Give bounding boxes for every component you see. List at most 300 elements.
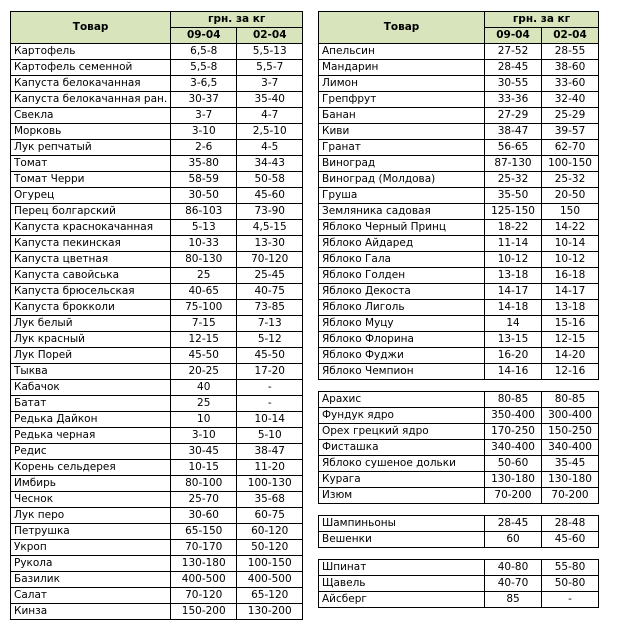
price-date1-cell: 14-16 bbox=[485, 364, 542, 380]
table-row bbox=[11, 108, 303, 124]
table-row bbox=[11, 124, 303, 140]
product-name-cell: Кабачок bbox=[11, 380, 171, 396]
table-row bbox=[319, 140, 599, 156]
table-row bbox=[11, 428, 303, 444]
product-name-cell: Грепфрут bbox=[319, 92, 485, 108]
product-name-cell: Яблоко Голден bbox=[319, 268, 485, 284]
table-row bbox=[11, 268, 303, 284]
table-row bbox=[11, 76, 303, 92]
table-row bbox=[11, 156, 303, 172]
price-date2-cell: 5-10 bbox=[237, 428, 303, 444]
price-date1-cell: 25 bbox=[171, 268, 237, 284]
price-date2-cell: 150 bbox=[542, 204, 599, 220]
table-row bbox=[319, 220, 599, 236]
price-date2-cell: 35-68 bbox=[237, 492, 303, 508]
product-name-cell: Капуста брюсельская bbox=[11, 284, 171, 300]
table-row bbox=[11, 204, 303, 220]
price-date2-cell: 12-16 bbox=[542, 364, 599, 380]
price-date2-cell: 28-55 bbox=[542, 44, 599, 60]
price-date1-cell: 12-15 bbox=[171, 332, 237, 348]
table-row bbox=[319, 76, 599, 92]
vegetables-table-body bbox=[11, 44, 303, 620]
table-row bbox=[11, 60, 303, 76]
product-name-cell: Картофель семенной bbox=[11, 60, 171, 76]
price-date1-cell: 38-47 bbox=[485, 124, 542, 140]
price-date1-cell: 65-150 bbox=[171, 524, 237, 540]
price-date1-cell: 60 bbox=[485, 532, 542, 548]
table-row bbox=[319, 592, 599, 608]
price-date2-cell: 62-70 bbox=[542, 140, 599, 156]
spacer-cell bbox=[485, 380, 542, 392]
price-date1-cell: 35-80 bbox=[171, 156, 237, 172]
table-row bbox=[11, 364, 303, 380]
product-name-cell: Базилик bbox=[11, 572, 171, 588]
table-row bbox=[319, 348, 599, 364]
table-row bbox=[11, 460, 303, 476]
product-name-cell: Кинза bbox=[11, 604, 171, 620]
table-row bbox=[319, 44, 599, 60]
price-date1-cell: 80-130 bbox=[171, 252, 237, 268]
price-date2-cell: 25-32 bbox=[542, 172, 599, 188]
price-date1-cell: 28-45 bbox=[485, 516, 542, 532]
price-date1-cell: 340-400 bbox=[485, 440, 542, 456]
spacer-cell bbox=[542, 548, 599, 560]
product-name-cell: Виноград (Молдова) bbox=[319, 172, 485, 188]
table-row bbox=[11, 540, 303, 556]
table-row bbox=[11, 140, 303, 156]
price-date1-cell: 13-18 bbox=[485, 268, 542, 284]
price-date1-cell: 20-25 bbox=[171, 364, 237, 380]
price-date2-cell: 60-75 bbox=[237, 508, 303, 524]
product-name-cell: Редис bbox=[11, 444, 171, 460]
price-date2-cell: 4-5 bbox=[237, 140, 303, 156]
price-date1-cell: 3-10 bbox=[171, 428, 237, 444]
table-row bbox=[11, 380, 303, 396]
price-date2-cell: 40-75 bbox=[237, 284, 303, 300]
price-date2-cell: 10-14 bbox=[237, 412, 303, 428]
product-name-cell: Апельсин bbox=[319, 44, 485, 60]
price-date2-cell: 55-80 bbox=[542, 560, 599, 576]
product-name-cell: Орех грецкий ядро bbox=[319, 424, 485, 440]
price-date2-cell: 65-120 bbox=[237, 588, 303, 604]
price-date1-cell: 16-20 bbox=[485, 348, 542, 364]
price-date2-cell: 5,5-7 bbox=[237, 60, 303, 76]
unit-header: грн. за кг bbox=[171, 12, 303, 28]
spacer-row bbox=[319, 380, 599, 392]
table-row bbox=[319, 532, 599, 548]
price-date1-cell: 30-37 bbox=[171, 92, 237, 108]
price-date1-cell: 130-180 bbox=[171, 556, 237, 572]
price-date1-cell: 87-130 bbox=[485, 156, 542, 172]
price-date2-cell: 20-50 bbox=[542, 188, 599, 204]
price-date1-cell: 10-15 bbox=[171, 460, 237, 476]
price-date1-cell: 25-70 bbox=[171, 492, 237, 508]
price-date2-cell: 14-20 bbox=[542, 348, 599, 364]
price-date1-cell: 70-120 bbox=[171, 588, 237, 604]
price-date2-cell: 14-17 bbox=[542, 284, 599, 300]
table-row bbox=[11, 252, 303, 268]
table-row bbox=[319, 560, 599, 576]
spacer-row bbox=[319, 548, 599, 560]
product-name-cell: Гранат bbox=[319, 140, 485, 156]
table-row bbox=[11, 588, 303, 604]
product-name-cell: Морковь bbox=[11, 124, 171, 140]
price-date2-cell: 50-120 bbox=[237, 540, 303, 556]
price-date2-cell: 33-60 bbox=[542, 76, 599, 92]
table-row bbox=[11, 236, 303, 252]
price-date1-cell: 58-59 bbox=[171, 172, 237, 188]
product-column-header: Товар bbox=[11, 12, 171, 44]
price-date1-cell: 30-55 bbox=[485, 76, 542, 92]
product-column-header: Товар bbox=[319, 12, 485, 44]
product-name-cell: Лук красный bbox=[11, 332, 171, 348]
price-date1-cell: 70-200 bbox=[485, 488, 542, 504]
product-name-cell: Редька Дайкон bbox=[11, 412, 171, 428]
table-row bbox=[11, 492, 303, 508]
product-name-cell: Яблоко Черный Принц bbox=[319, 220, 485, 236]
table-row bbox=[11, 172, 303, 188]
price-date2-cell: 25-29 bbox=[542, 108, 599, 124]
product-name-cell: Яблоко Муцу bbox=[319, 316, 485, 332]
spacer-cell bbox=[319, 504, 485, 516]
product-name-cell: Лимон bbox=[319, 76, 485, 92]
price-date1-cell: 33-36 bbox=[485, 92, 542, 108]
price-date1-cell: 14-18 bbox=[485, 300, 542, 316]
price-date1-cell: 125-150 bbox=[485, 204, 542, 220]
table-row bbox=[319, 488, 599, 504]
table-row bbox=[319, 332, 599, 348]
product-name-cell: Картофель bbox=[11, 44, 171, 60]
price-date2-cell: 70-200 bbox=[542, 488, 599, 504]
product-name-cell: Укроп bbox=[11, 540, 171, 556]
product-name-cell: Яблоко Флорина bbox=[319, 332, 485, 348]
price-date2-cell: 50-58 bbox=[237, 172, 303, 188]
price-date1-cell: 170-250 bbox=[485, 424, 542, 440]
product-name-cell: Яблоко Фуджи bbox=[319, 348, 485, 364]
price-date2-cell: 35-40 bbox=[237, 92, 303, 108]
table-row bbox=[11, 332, 303, 348]
table-row bbox=[319, 516, 599, 532]
product-name-cell: Яблоко Лиголь bbox=[319, 300, 485, 316]
price-date1-cell: 150-200 bbox=[171, 604, 237, 620]
table-row bbox=[319, 108, 599, 124]
price-date1-cell: 5,5-8 bbox=[171, 60, 237, 76]
price-date1-cell: 40-80 bbox=[485, 560, 542, 576]
unit-header: грн. за кг bbox=[485, 12, 599, 28]
table-row bbox=[319, 156, 599, 172]
price-date1-cell: 130-180 bbox=[485, 472, 542, 488]
price-date1-cell: 7-15 bbox=[171, 316, 237, 332]
price-date1-cell: 3-7 bbox=[171, 108, 237, 124]
price-date1-cell: 86-103 bbox=[171, 204, 237, 220]
price-date2-cell: 5,5-13 bbox=[237, 44, 303, 60]
product-name-cell: Салат bbox=[11, 588, 171, 604]
vegetables-price-table bbox=[10, 11, 303, 620]
price-date2-cell: 13-30 bbox=[237, 236, 303, 252]
table-row bbox=[11, 572, 303, 588]
price-date2-cell: 25-45 bbox=[237, 268, 303, 284]
price-date2-cell: 10-14 bbox=[542, 236, 599, 252]
product-name-cell: Яблоко Айдаред bbox=[319, 236, 485, 252]
table-row bbox=[319, 392, 599, 408]
table-row bbox=[11, 412, 303, 428]
product-name-cell: Огурец bbox=[11, 188, 171, 204]
table-row bbox=[11, 220, 303, 236]
product-name-cell: Яблоко Гала bbox=[319, 252, 485, 268]
table-row bbox=[319, 284, 599, 300]
product-name-cell: Яблоко Декоста bbox=[319, 284, 485, 300]
table-row bbox=[11, 604, 303, 620]
table-row bbox=[11, 316, 303, 332]
product-name-cell: Вешенки bbox=[319, 532, 485, 548]
product-name-cell: Арахис bbox=[319, 392, 485, 408]
price-date2-cell: 300-400 bbox=[542, 408, 599, 424]
product-name-cell: Имбирь bbox=[11, 476, 171, 492]
spacer-cell bbox=[542, 380, 599, 392]
price-date1-cell: 56-65 bbox=[485, 140, 542, 156]
price-date2-cell: 45-60 bbox=[237, 188, 303, 204]
table-row bbox=[319, 316, 599, 332]
price-date2-cell: - bbox=[237, 380, 303, 396]
spacer-cell bbox=[542, 504, 599, 516]
product-name-cell: Рукола bbox=[11, 556, 171, 572]
price-date1-cell: 14 bbox=[485, 316, 542, 332]
table-row bbox=[11, 92, 303, 108]
table-row bbox=[319, 252, 599, 268]
price-date1-cell: 2-6 bbox=[171, 140, 237, 156]
price-date1-cell: 45-50 bbox=[171, 348, 237, 364]
price-date2-cell: 4,5-15 bbox=[237, 220, 303, 236]
product-name-cell: Свекла bbox=[11, 108, 171, 124]
spacer-cell bbox=[485, 504, 542, 516]
table-row bbox=[11, 508, 303, 524]
price-date2-cell: 7-13 bbox=[237, 316, 303, 332]
price-date2-cell: 3-7 bbox=[237, 76, 303, 92]
price-date2-cell: 80-85 bbox=[542, 392, 599, 408]
spacer-cell bbox=[319, 380, 485, 392]
price-date2-cell: 14-22 bbox=[542, 220, 599, 236]
product-name-cell: Лук перо bbox=[11, 508, 171, 524]
table-row bbox=[319, 364, 599, 380]
table-row bbox=[11, 348, 303, 364]
product-name-cell: Яблоко сушеное дольки bbox=[319, 456, 485, 472]
price-date2-cell: 15-16 bbox=[542, 316, 599, 332]
price-date1-cell: 10 bbox=[171, 412, 237, 428]
price-date1-cell: 28-45 bbox=[485, 60, 542, 76]
product-name-cell: Капуста белокачанная bbox=[11, 76, 171, 92]
price-date1-cell: 18-22 bbox=[485, 220, 542, 236]
price-date1-cell: 27-29 bbox=[485, 108, 542, 124]
table-row bbox=[319, 424, 599, 440]
price-date2-cell: 60-120 bbox=[237, 524, 303, 540]
product-name-cell: Курага bbox=[319, 472, 485, 488]
product-name-cell: Шпинат bbox=[319, 560, 485, 576]
table-row bbox=[319, 124, 599, 140]
price-date2-cell: 34-43 bbox=[237, 156, 303, 172]
table-row bbox=[319, 472, 599, 488]
table-row bbox=[11, 444, 303, 460]
table-row bbox=[11, 556, 303, 572]
table-row bbox=[319, 440, 599, 456]
product-name-cell: Фундук ядро bbox=[319, 408, 485, 424]
product-name-cell: Томат Черри bbox=[11, 172, 171, 188]
price-date2-cell: 10-12 bbox=[542, 252, 599, 268]
price-date1-cell: 5-13 bbox=[171, 220, 237, 236]
price-date1-cell: 30-45 bbox=[171, 444, 237, 460]
table-row bbox=[319, 576, 599, 592]
price-date1-cell: 75-100 bbox=[171, 300, 237, 316]
price-date2-cell: 38-47 bbox=[237, 444, 303, 460]
product-name-cell: Лук репчатый bbox=[11, 140, 171, 156]
product-name-cell: Яблоко Чемпион bbox=[319, 364, 485, 380]
spacer-cell bbox=[485, 548, 542, 560]
fruits-price-table bbox=[318, 11, 599, 608]
product-name-cell: Лук белый bbox=[11, 316, 171, 332]
spacer-cell bbox=[319, 548, 485, 560]
product-name-cell: Виноград bbox=[319, 156, 485, 172]
price-date2-cell: 16-18 bbox=[542, 268, 599, 284]
product-name-cell: Капуста краснокачанная bbox=[11, 220, 171, 236]
price-date1-cell: 40-70 bbox=[485, 576, 542, 592]
price-date1-cell: 10-33 bbox=[171, 236, 237, 252]
price-date2-cell: 73-90 bbox=[237, 204, 303, 220]
price-date2-cell: 73-85 bbox=[237, 300, 303, 316]
product-name-cell: Капуста савойська bbox=[11, 268, 171, 284]
product-name-cell: Капуста пекинская bbox=[11, 236, 171, 252]
product-name-cell: Капуста цветная bbox=[11, 252, 171, 268]
table-row bbox=[319, 188, 599, 204]
price-date2-cell: 5-12 bbox=[237, 332, 303, 348]
price-date1-cell: 80-100 bbox=[171, 476, 237, 492]
product-name-cell: Редька черная bbox=[11, 428, 171, 444]
price-date1-cell: 40-65 bbox=[171, 284, 237, 300]
product-name-cell: Щавель bbox=[319, 576, 485, 592]
table-row bbox=[319, 408, 599, 424]
fruits-table-body bbox=[319, 44, 599, 608]
price-date1-cell: 350-400 bbox=[485, 408, 542, 424]
price-date1-cell: 400-500 bbox=[171, 572, 237, 588]
price-date2-cell: 400-500 bbox=[237, 572, 303, 588]
price-date1-cell: 30-50 bbox=[171, 188, 237, 204]
price-date2-cell: 45-50 bbox=[237, 348, 303, 364]
price-date1-cell: 50-60 bbox=[485, 456, 542, 472]
price-date2-cell: 11-20 bbox=[237, 460, 303, 476]
price-date2-cell: - bbox=[237, 396, 303, 412]
product-name-cell: Перец болгарский bbox=[11, 204, 171, 220]
table-row bbox=[11, 300, 303, 316]
price-date1-cell: 11-14 bbox=[485, 236, 542, 252]
product-name-cell: Айсберг bbox=[319, 592, 485, 608]
price-date2-cell: 130-200 bbox=[237, 604, 303, 620]
date1-header: 09-04 bbox=[485, 28, 542, 44]
product-name-cell: Банан bbox=[319, 108, 485, 124]
price-date1-cell: 3-10 bbox=[171, 124, 237, 140]
table-row bbox=[319, 268, 599, 284]
table-row bbox=[11, 188, 303, 204]
price-date1-cell: 80-85 bbox=[485, 392, 542, 408]
table-row bbox=[319, 204, 599, 220]
price-date2-cell: 100-130 bbox=[237, 476, 303, 492]
price-date2-cell: 32-40 bbox=[542, 92, 599, 108]
table-row bbox=[319, 92, 599, 108]
table-row bbox=[319, 60, 599, 76]
price-date2-cell: 50-80 bbox=[542, 576, 599, 592]
product-name-cell: Груша bbox=[319, 188, 485, 204]
product-name-cell: Батат bbox=[11, 396, 171, 412]
price-date2-cell: 2,5-10 bbox=[237, 124, 303, 140]
price-date2-cell: 38-60 bbox=[542, 60, 599, 76]
product-name-cell: Шампиньоны bbox=[319, 516, 485, 532]
price-date2-cell: 100-150 bbox=[542, 156, 599, 172]
price-date2-cell: 70-120 bbox=[237, 252, 303, 268]
price-date2-cell: 150-250 bbox=[542, 424, 599, 440]
price-date1-cell: 14-17 bbox=[485, 284, 542, 300]
date2-header: 02-04 bbox=[237, 28, 303, 44]
table-row bbox=[319, 456, 599, 472]
product-name-cell: Корень сельдерея bbox=[11, 460, 171, 476]
price-date1-cell: 85 bbox=[485, 592, 542, 608]
price-date2-cell: 130-180 bbox=[542, 472, 599, 488]
price-date1-cell: 6,5-8 bbox=[171, 44, 237, 60]
product-name-cell: Киви bbox=[319, 124, 485, 140]
product-name-cell: Тыква bbox=[11, 364, 171, 380]
price-date2-cell: 28-48 bbox=[542, 516, 599, 532]
price-date2-cell: 39-57 bbox=[542, 124, 599, 140]
product-name-cell: Изюм bbox=[319, 488, 485, 504]
product-name-cell: Томат bbox=[11, 156, 171, 172]
price-date2-cell: 4-7 bbox=[237, 108, 303, 124]
price-date1-cell: 30-60 bbox=[171, 508, 237, 524]
product-name-cell: Петрушка bbox=[11, 524, 171, 540]
table-row bbox=[11, 44, 303, 60]
table-row bbox=[319, 172, 599, 188]
price-date2-cell: 13-18 bbox=[542, 300, 599, 316]
price-date2-cell: 17-20 bbox=[237, 364, 303, 380]
price-date1-cell: 27-52 bbox=[485, 44, 542, 60]
spacer-row bbox=[319, 504, 599, 516]
product-name-cell: Лук Порей bbox=[11, 348, 171, 364]
price-date2-cell: 35-45 bbox=[542, 456, 599, 472]
price-date1-cell: 40 bbox=[171, 380, 237, 396]
price-date1-cell: 25 bbox=[171, 396, 237, 412]
table-row bbox=[11, 524, 303, 540]
price-date1-cell: 10-12 bbox=[485, 252, 542, 268]
table-row bbox=[11, 476, 303, 492]
table-row bbox=[11, 284, 303, 300]
price-date2-cell: 45-60 bbox=[542, 532, 599, 548]
price-date1-cell: 70-170 bbox=[171, 540, 237, 556]
product-name-cell: Фисташка bbox=[319, 440, 485, 456]
price-date2-cell: - bbox=[542, 592, 599, 608]
table-row bbox=[319, 236, 599, 252]
product-name-cell: Земляника садовая bbox=[319, 204, 485, 220]
product-name-cell: Чеснок bbox=[11, 492, 171, 508]
price-date1-cell: 13-15 bbox=[485, 332, 542, 348]
table-row bbox=[319, 300, 599, 316]
product-name-cell: Капуста брокколи bbox=[11, 300, 171, 316]
date1-header: 09-04 bbox=[171, 28, 237, 44]
price-date2-cell: 100-150 bbox=[237, 556, 303, 572]
price-date2-cell: 340-400 bbox=[542, 440, 599, 456]
date2-header: 02-04 bbox=[542, 28, 599, 44]
price-date2-cell: 12-15 bbox=[542, 332, 599, 348]
price-date1-cell: 35-50 bbox=[485, 188, 542, 204]
product-name-cell: Мандарин bbox=[319, 60, 485, 76]
product-name-cell: Капуста белокачанная ран. bbox=[11, 92, 171, 108]
price-date1-cell: 25-32 bbox=[485, 172, 542, 188]
price-date1-cell: 3-6,5 bbox=[171, 76, 237, 92]
table-row bbox=[11, 396, 303, 412]
